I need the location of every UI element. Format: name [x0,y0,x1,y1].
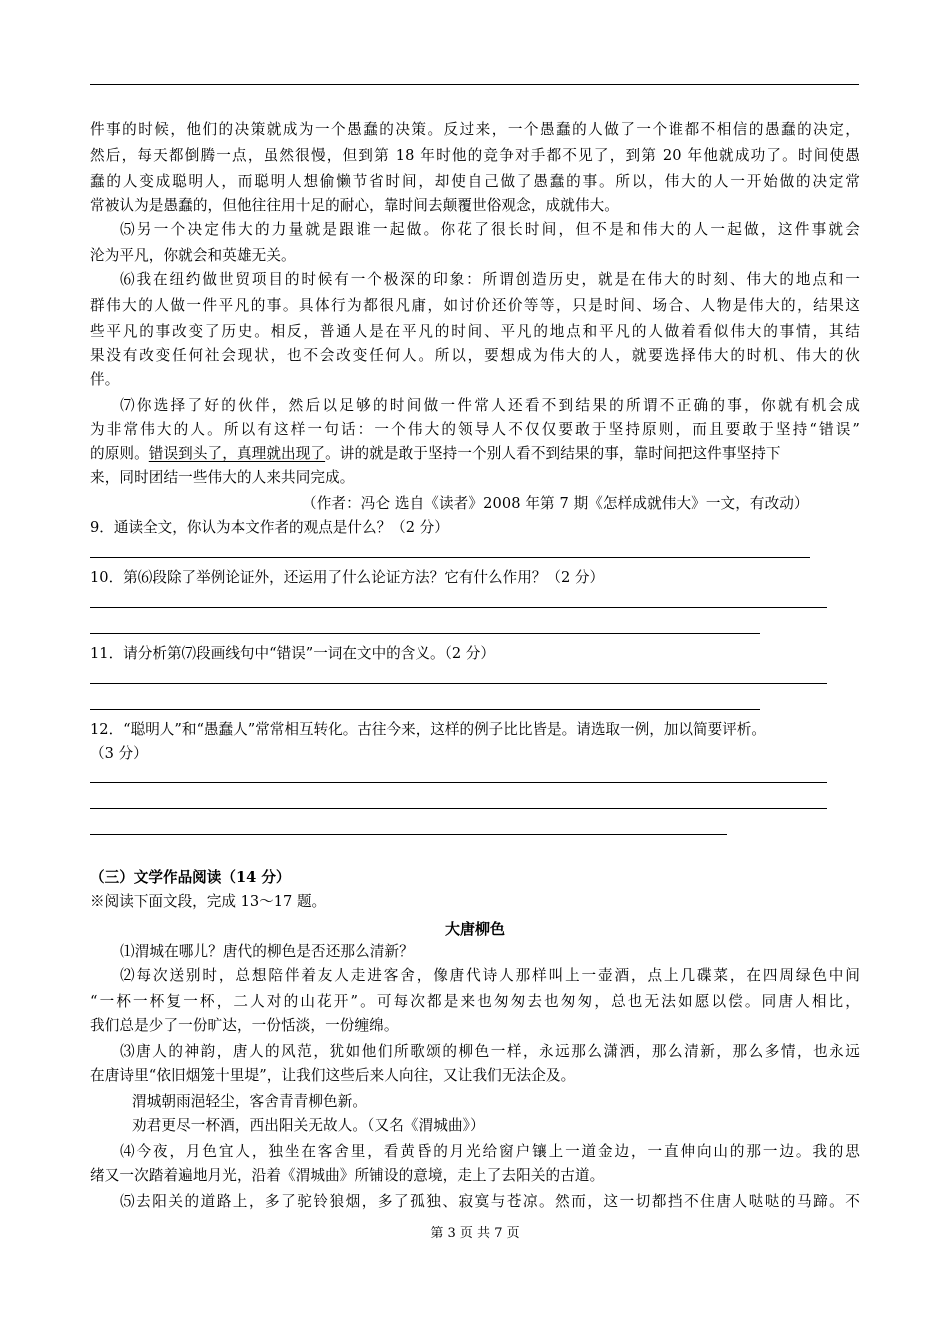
question-12: 12．“聪明人”和“愚蠢人”常常相互转化。古往今来，这样的例子比比皆是。请选取一例，加以简要评析。 [90,721,766,738]
text-line: 些平凡的事改变了历史。相反，普通人是在平凡的时间、平凡的地点和平凡的人做着看似伟大的事情，其结 [90,323,860,340]
answer-line[interactable] [90,683,827,684]
answer-line[interactable] [90,782,827,783]
text-line: 为非常伟大的人。所以有这样一句话：一个伟大的领导人不仅仅要敢于坚持原则，而且要敢于坚持“错误” [90,421,860,438]
text-line: “一杯一杯复一杯，二人对的山花开”。可每次都是来也匆匆去也匆匆，总也无法如愿以偿。同唐人相比， [90,993,860,1010]
question-9: 9．通读全文，你认为本文作者的观点是什么？（2 分） [90,519,449,536]
text-line: 件事的时候，他们的决策就成为一个愚蠢的决策。反过来，一个愚蠢的人做了一个谁都不相信的愚蠢的决定， [90,121,860,138]
text-line: 常被认为是愚蠢的，但他往往用十足的耐心，靠时间去颠覆世俗观念，成就伟大。 [90,197,619,214]
text-line: 群伟大的人做一件平凡的事。具体行为都很凡庸，如讨价还价等等，只是时间、场合、人物是伟大的，结果这 [90,297,860,314]
paragraph-7-line: ⑺你选择了好的伙伴，然后以足够的时间做一件常人还看不到结果的所谓不正确的事，你就有机会成 [120,397,860,414]
text-line: 绪又一次踏着遍地月光，沿着《渭城曲》所铺设的意境，走上了去阳关的古道。 [90,1167,605,1184]
answer-line[interactable] [90,834,727,835]
text-fragment: 。讲的就是敢于坚持一个别人看不到结果的事，靠时间把这件事坚持下 [325,445,781,462]
answer-line[interactable] [90,633,760,634]
paragraph-2-line: ⑵每次送别时，总想陪伴着友人走进客舍，像唐代诗人那样叫上一壶酒，点上几碟菜，在四周绿色中间 [120,967,860,984]
question-10: 10．第⑹段除了举例论证外，还运用了什么论证方法？它有什么作用？（2 分） [90,569,605,586]
text-line: 来，同时团结一些伟大的人来共同完成。 [90,469,355,486]
section-heading: （三）文学作品阅读（14 分） [90,869,291,886]
answer-line[interactable] [90,808,827,809]
text-line: 在唐诗里“依旧烟笼十里堤”，让我们这些后来人向往，又让我们无法企及。 [90,1067,576,1084]
underlined-sentence: 错误到头了，真理就出现了 [148,445,326,462]
text-line: 蠢的人变成聪明人，而聪明人想偷懒节省时间，却使自己做了愚蠢的事。所以，伟大的人一开始做的决定常 [90,173,860,190]
text-fragment: 的原则。 [90,445,149,462]
text-line-start [90,444,781,464]
text-line: 我们总是少了一份旷达，一份恬淡，一份缠绵。 [90,1017,399,1034]
answer-line[interactable] [90,607,827,608]
text-line: 沦为平凡，你就会和英雄无关。 [90,247,296,264]
poem-line: 劝君更尽一杯酒，西出阳关无故人。（又名《渭城曲》） [132,1117,485,1134]
paragraph-5-line: ⑸另一个决定伟大的力量就是跟谁一起做。你花了很长时间，但不是和伟大的人一起做，这件事就会 [120,221,860,238]
poem-line: 渭城朝雨浥轻尘，客舍青青柳色新。 [132,1093,368,1110]
answer-line[interactable] [90,557,810,558]
text-line: 果没有改变任何社会现状，也不会改变任何人。所以，要想成为伟大的人，就要选择伟大的时机、伟大的伙 [90,347,860,364]
text-line: 然后，每天都倒腾一点，虽然很慢，但到第 18 年时他的竞争对手都不见了，到第 20 年他就成功了。时间使愚 [90,147,860,164]
paragraph-4-line: ⑷今夜，月色宜人，独坐在客舍里，看黄昏的月光给窗户镶上一道金边，一直伸向山的那一边。我的思 [120,1143,860,1160]
paragraph-1-line: ⑴渭城在哪儿？唐代的柳色是否还那么清新？ [120,943,414,960]
page-number: 第 3 页 共 7 页 [430,1226,520,1241]
question-11: 11．请分析第⑺段画线句中“错误”一词在文中的含义。（2 分） [90,645,495,662]
paragraph-3-line: ⑶唐人的神韵，唐人的风范，犹如他们所歌颂的柳色一样，永远那么潇洒，那么清新，那么多情，也永远 [120,1043,860,1060]
header-rule [90,84,859,85]
source-citation: （作者：冯仑 选自《读者》2008 年第 7 期《怎样成就伟大》一文，有改动） [302,495,809,512]
paragraph-6-line: ⑹我在纽约做世贸项目的时候有一个极深的印象：所谓创造历史，就是在伟大的时刻、伟大的地点和一 [120,271,860,288]
section-instruction: ※阅读下面文段，完成 13～17 题。 [90,893,327,910]
paragraph-5-line: ⑸去阳关的道路上，多了驼铃狼烟，多了孤独、寂寞与苍凉。然而，这一切都挡不住唐人哒哒的马蹄。不 [120,1193,860,1210]
answer-line[interactable] [90,709,760,710]
article-title: 大唐柳色 [444,920,505,938]
text-line: 伴。 [90,371,120,388]
question-12-points: （3 分） [90,745,148,762]
